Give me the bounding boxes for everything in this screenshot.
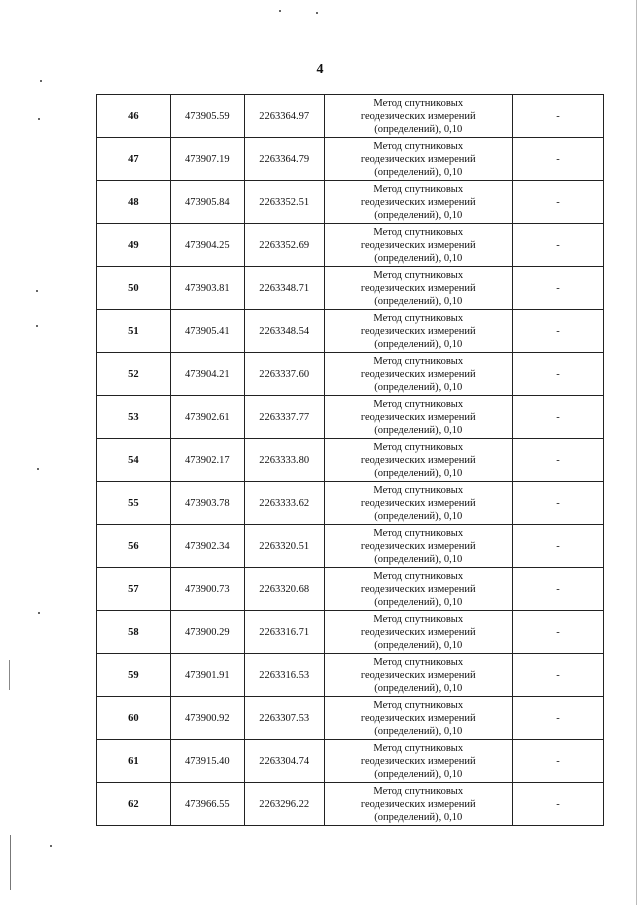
method-text-line: геодезических измерений <box>360 712 476 724</box>
method-text-line: Метод спутниковых <box>373 97 464 109</box>
scan-speck <box>279 10 281 12</box>
method-text-line: геодезических измерений <box>360 110 476 122</box>
method-text-line: (определений), 0,10 <box>374 166 463 178</box>
table-row <box>97 353 604 396</box>
method-cell <box>324 525 512 568</box>
x-coordinate-cell: 473904.21 <box>170 353 244 396</box>
y-coordinate-cell: 2263333.62 <box>244 482 324 525</box>
y-coordinate-cell: 2263333.80 <box>244 439 324 482</box>
method-text-line: геодезических измерений <box>360 626 476 638</box>
point-number-cell: 51 <box>97 310 171 353</box>
method-text-line: (определений), 0,10 <box>374 338 463 350</box>
method-cell <box>324 482 512 525</box>
method-text-line: Метод спутниковых <box>373 355 464 367</box>
method-cell <box>324 224 512 267</box>
method-text-line: Метод спутниковых <box>373 785 464 797</box>
table-row <box>97 181 604 224</box>
method-cell <box>324 396 512 439</box>
method-text-line: Метод спутниковых <box>373 226 464 238</box>
description-cell: - <box>512 95 603 138</box>
method-text-line: геодезических измерений <box>360 325 476 337</box>
point-number-cell: 57 <box>97 568 171 611</box>
method-text-line: геодезических измерений <box>360 583 476 595</box>
method-text-line: (определений), 0,10 <box>374 596 463 608</box>
method-text-line: (определений), 0,10 <box>374 811 463 823</box>
point-number-cell: 60 <box>97 697 171 740</box>
point-number-cell: 55 <box>97 482 171 525</box>
table-row <box>97 611 604 654</box>
x-coordinate-cell: 473905.41 <box>170 310 244 353</box>
description-cell: - <box>512 525 603 568</box>
method-text-line: Метод спутниковых <box>373 312 464 324</box>
method-text-line: геодезических измерений <box>360 368 476 380</box>
method-text-line: геодезических измерений <box>360 196 476 208</box>
y-coordinate-cell: 2263320.68 <box>244 568 324 611</box>
y-coordinate-cell: 2263348.71 <box>244 267 324 310</box>
method-text-line: Метод спутниковых <box>373 183 464 195</box>
method-text-line: (определений), 0,10 <box>374 209 463 221</box>
scan-speck <box>50 845 52 847</box>
y-coordinate-cell: 2263296.22 <box>244 783 324 826</box>
method-text-line: (определений), 0,10 <box>374 510 463 522</box>
table-row <box>97 310 604 353</box>
description-cell: - <box>512 654 603 697</box>
y-coordinate-cell: 2263316.71 <box>244 611 324 654</box>
x-coordinate-cell: 473902.61 <box>170 396 244 439</box>
method-text-line: (определений), 0,10 <box>374 467 463 479</box>
method-text-line: геодезических измерений <box>360 282 476 294</box>
description-cell: - <box>512 267 603 310</box>
method-text-line: Метод спутниковых <box>373 613 464 625</box>
method-text-line: Метод спутниковых <box>373 742 464 754</box>
x-coordinate-cell: 473966.55 <box>170 783 244 826</box>
description-cell: - <box>512 224 603 267</box>
point-number-cell: 59 <box>97 654 171 697</box>
method-text-line: геодезических измерений <box>360 669 476 681</box>
x-coordinate-cell: 473903.81 <box>170 267 244 310</box>
table-row <box>97 439 604 482</box>
method-cell <box>324 181 512 224</box>
point-number-cell: 50 <box>97 267 171 310</box>
method-cell <box>324 783 512 826</box>
point-number-cell: 62 <box>97 783 171 826</box>
method-text-line: геодезических измерений <box>360 497 476 509</box>
x-coordinate-cell: 473905.59 <box>170 95 244 138</box>
table-row <box>97 525 604 568</box>
y-coordinate-cell: 2263316.53 <box>244 654 324 697</box>
y-coordinate-cell: 2263304.74 <box>244 740 324 783</box>
description-cell: - <box>512 697 603 740</box>
point-number-cell: 46 <box>97 95 171 138</box>
method-cell <box>324 611 512 654</box>
method-text-line: геодезических измерений <box>360 153 476 165</box>
method-text-line: (определений), 0,10 <box>374 768 463 780</box>
method-text-line: геодезических измерений <box>360 755 476 767</box>
point-number-cell: 47 <box>97 138 171 181</box>
method-text-line: (определений), 0,10 <box>374 553 463 565</box>
y-coordinate-cell: 2263307.53 <box>244 697 324 740</box>
scan-artifact <box>9 660 10 690</box>
y-coordinate-cell: 2263348.54 <box>244 310 324 353</box>
method-text-line: геодезических измерений <box>360 454 476 466</box>
method-text-line: (определений), 0,10 <box>374 123 463 135</box>
method-text-line: (определений), 0,10 <box>374 682 463 694</box>
method-cell <box>324 95 512 138</box>
method-text-line: Метод спутниковых <box>373 484 464 496</box>
method-cell <box>324 740 512 783</box>
scan-speck <box>36 325 38 327</box>
method-text-line: (определений), 0,10 <box>374 725 463 737</box>
method-text-line: геодезических измерений <box>360 411 476 423</box>
point-number-cell: 54 <box>97 439 171 482</box>
description-cell: - <box>512 740 603 783</box>
table-row <box>97 95 604 138</box>
y-coordinate-cell: 2263320.51 <box>244 525 324 568</box>
method-cell <box>324 654 512 697</box>
method-text-line: Метод спутниковых <box>373 269 464 281</box>
description-cell: - <box>512 783 603 826</box>
method-text-line: геодезических измерений <box>360 798 476 810</box>
x-coordinate-cell: 473905.84 <box>170 181 244 224</box>
y-coordinate-cell: 2263364.79 <box>244 138 324 181</box>
table-row <box>97 482 604 525</box>
method-text-line: (определений), 0,10 <box>374 424 463 436</box>
table-row <box>97 654 604 697</box>
x-coordinate-cell: 473915.40 <box>170 740 244 783</box>
x-coordinate-cell: 473900.92 <box>170 697 244 740</box>
method-cell <box>324 568 512 611</box>
method-text-line: Метод спутниковых <box>373 140 464 152</box>
method-text-line: Метод спутниковых <box>373 699 464 711</box>
method-text-line: геодезических измерений <box>360 239 476 251</box>
table-row <box>97 138 604 181</box>
y-coordinate-cell: 2263364.97 <box>244 95 324 138</box>
scan-speck <box>316 12 318 14</box>
scan-speck <box>40 80 42 82</box>
y-coordinate-cell: 2263352.69 <box>244 224 324 267</box>
description-cell: - <box>512 353 603 396</box>
x-coordinate-cell: 473904.25 <box>170 224 244 267</box>
scan-artifact <box>636 0 637 905</box>
description-cell: - <box>512 568 603 611</box>
method-cell <box>324 138 512 181</box>
point-number-cell: 48 <box>97 181 171 224</box>
table-row <box>97 224 604 267</box>
method-cell <box>324 439 512 482</box>
point-number-cell: 52 <box>97 353 171 396</box>
method-text-line: (определений), 0,10 <box>374 295 463 307</box>
method-cell <box>324 697 512 740</box>
scan-speck <box>38 612 40 614</box>
method-cell <box>324 353 512 396</box>
table-row <box>97 396 604 439</box>
description-cell: - <box>512 310 603 353</box>
description-cell: - <box>512 138 603 181</box>
y-coordinate-cell: 2263337.60 <box>244 353 324 396</box>
scan-speck <box>36 290 38 292</box>
y-coordinate-cell: 2263337.77 <box>244 396 324 439</box>
method-cell <box>324 310 512 353</box>
method-cell <box>324 267 512 310</box>
table-row <box>97 267 604 310</box>
table-row <box>97 568 604 611</box>
scan-speck <box>38 118 40 120</box>
table-row <box>97 740 604 783</box>
description-cell: - <box>512 396 603 439</box>
point-number-cell: 61 <box>97 740 171 783</box>
description-cell: - <box>512 439 603 482</box>
x-coordinate-cell: 473900.29 <box>170 611 244 654</box>
method-text-line: (определений), 0,10 <box>374 381 463 393</box>
coordinates-table <box>96 94 604 826</box>
x-coordinate-cell: 473903.78 <box>170 482 244 525</box>
method-text-line: Метод спутниковых <box>373 398 464 410</box>
method-text-line: (определений), 0,10 <box>374 639 463 651</box>
table-row <box>97 783 604 826</box>
x-coordinate-cell: 473902.17 <box>170 439 244 482</box>
x-coordinate-cell: 473900.73 <box>170 568 244 611</box>
y-coordinate-cell: 2263352.51 <box>244 181 324 224</box>
method-text-line: Метод спутниковых <box>373 656 464 668</box>
x-coordinate-cell: 473902.34 <box>170 525 244 568</box>
point-number-cell: 53 <box>97 396 171 439</box>
description-cell: - <box>512 611 603 654</box>
x-coordinate-cell: 473907.19 <box>170 138 244 181</box>
method-text-line: геодезических измерений <box>360 540 476 552</box>
description-cell: - <box>512 482 603 525</box>
scan-speck <box>37 468 39 470</box>
x-coordinate-cell: 473901.91 <box>170 654 244 697</box>
point-number-cell: 58 <box>97 611 171 654</box>
method-text-line: Метод спутниковых <box>373 570 464 582</box>
method-text-line: (определений), 0,10 <box>374 252 463 264</box>
point-number-cell: 56 <box>97 525 171 568</box>
table-row <box>97 697 604 740</box>
page-number: 4 <box>316 62 324 77</box>
method-text-line: Метод спутниковых <box>373 441 464 453</box>
method-text-line: Метод спутниковых <box>373 527 464 539</box>
scan-artifact <box>10 835 11 890</box>
point-number-cell: 49 <box>97 224 171 267</box>
description-cell: - <box>512 181 603 224</box>
coordinates-table-body <box>97 95 604 826</box>
